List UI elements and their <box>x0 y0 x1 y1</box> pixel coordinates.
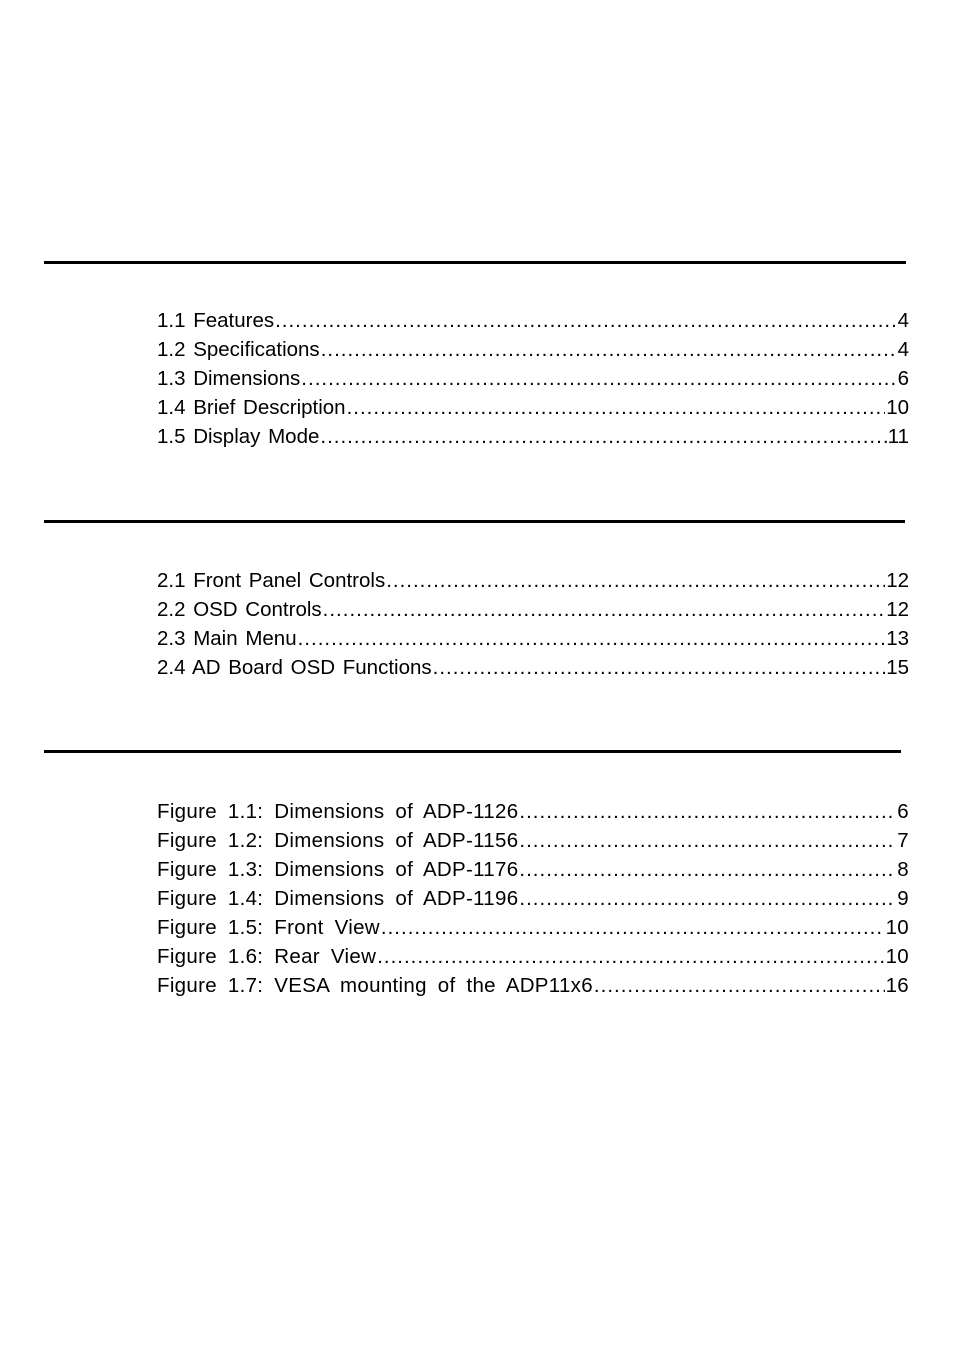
toc-entry-page: 6 <box>897 800 909 823</box>
toc-entry[interactable] <box>157 335 909 364</box>
toc-entry-title: 2.2 OSD Controls <box>157 598 322 621</box>
toc-entry-page: 12 <box>886 598 909 621</box>
toc-section-1 <box>157 306 909 451</box>
dot-leader <box>594 971 885 1000</box>
toc-entry[interactable] <box>157 884 909 913</box>
dot-leader <box>320 422 886 451</box>
section-divider-1 <box>44 261 906 264</box>
toc-entry-title: 1.5 Display Mode <box>157 425 320 448</box>
toc-entry-page: 10 <box>885 916 909 939</box>
dot-leader <box>275 306 897 335</box>
section-divider-3 <box>44 750 901 753</box>
dot-leader <box>377 942 884 971</box>
toc-entry[interactable] <box>157 306 909 335</box>
toc-section-2 <box>157 566 909 682</box>
toc-entry[interactable] <box>157 797 909 826</box>
toc-entry-title: 1.1 Features <box>157 309 275 332</box>
toc-entry[interactable] <box>157 942 909 971</box>
toc-entry-page: 10 <box>885 945 909 968</box>
dot-leader <box>381 913 885 942</box>
toc-entry[interactable] <box>157 566 909 595</box>
dot-leader <box>347 393 886 422</box>
toc-entry-title: Figure 1.3: Dimensions of ADP-1176 <box>157 858 519 881</box>
dot-leader <box>298 624 886 653</box>
toc-entry-title: 1.3 Dimensions <box>157 367 301 390</box>
toc-entry[interactable] <box>157 422 909 451</box>
toc-entry[interactable] <box>157 624 909 653</box>
toc-entry-page: 15 <box>886 656 909 679</box>
toc-entry[interactable] <box>157 826 909 855</box>
dot-leader <box>519 884 896 913</box>
toc-entry[interactable] <box>157 364 909 393</box>
toc-entry-title: Figure 1.4: Dimensions of ADP-1196 <box>157 887 519 910</box>
toc-entry-title: 2.1 Front Panel Controls <box>157 569 386 592</box>
toc-entry-page: 6 <box>897 367 909 390</box>
toc-entry[interactable] <box>157 595 909 624</box>
dot-leader <box>321 335 897 364</box>
toc-entry-title: Figure 1.5: Front View <box>157 916 380 939</box>
toc-entry-page: 10 <box>886 396 909 419</box>
dot-leader <box>519 826 896 855</box>
section-divider-2 <box>44 520 905 523</box>
toc-entry-page: 12 <box>886 569 909 592</box>
toc-entry[interactable] <box>157 653 909 682</box>
toc-entry-page: 4 <box>897 338 909 361</box>
dot-leader <box>386 566 885 595</box>
toc-section-figures <box>157 797 909 1000</box>
dot-leader <box>323 595 886 624</box>
toc-entry-page: 8 <box>897 858 909 881</box>
toc-entry-title: 1.4 Brief Description <box>157 396 346 419</box>
toc-entry-page: 7 <box>897 829 909 852</box>
toc-entry-page: 11 <box>887 425 909 448</box>
toc-entry[interactable] <box>157 913 909 942</box>
dot-leader <box>519 797 896 826</box>
dot-leader <box>301 364 896 393</box>
toc-entry-page: 9 <box>897 887 909 910</box>
toc-entry-title: Figure 1.1: Dimensions of ADP-1126 <box>157 800 519 823</box>
toc-entry-page: 13 <box>886 627 909 650</box>
toc-entry-title: Figure 1.2: Dimensions of ADP-1156 <box>157 829 519 852</box>
toc-entry[interactable] <box>157 393 909 422</box>
dot-leader <box>519 855 896 884</box>
toc-entry-title: Figure 1.7: VESA mounting of the ADP11x6 <box>157 974 593 997</box>
dot-leader <box>433 653 886 682</box>
toc-entry-title: 2.3 Main Menu <box>157 627 297 650</box>
toc-entry-page: 4 <box>897 309 909 332</box>
toc-entry[interactable] <box>157 855 909 884</box>
toc-entry-page: 16 <box>885 974 909 997</box>
toc-entry-title: 1.2 Specifications <box>157 338 320 361</box>
toc-entry-title: Figure 1.6: Rear View <box>157 945 377 968</box>
toc-entry[interactable] <box>157 971 909 1000</box>
toc-entry-title: 2.4 AD Board OSD Functions <box>157 656 432 679</box>
